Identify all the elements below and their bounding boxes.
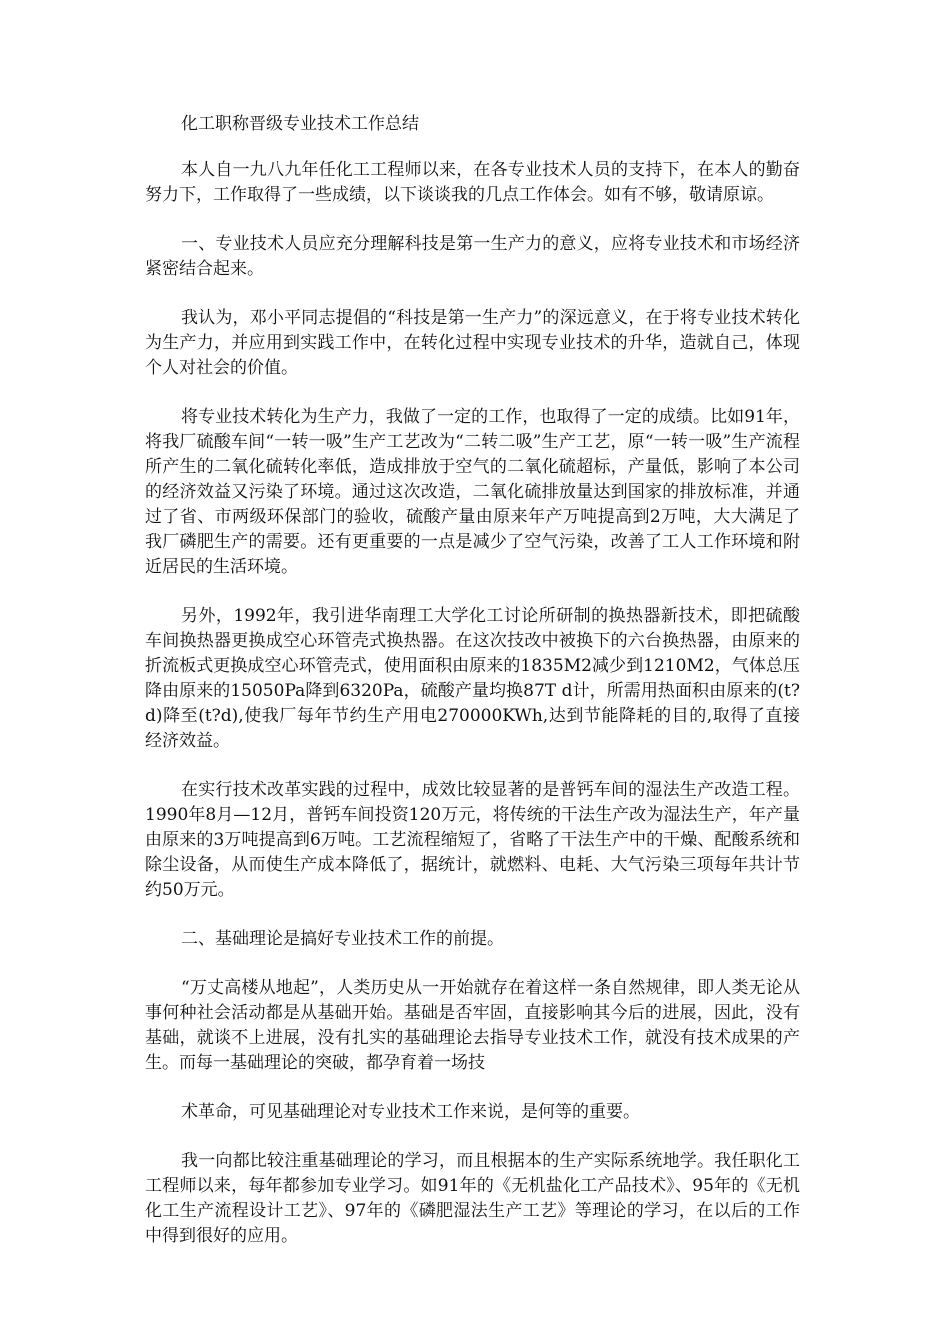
paragraph-wet-process: 在实行技术改革实践的过程中，成效比较显著的是普钙车间的湿法生产改造工程。1990年8月—12月，普钙车间投资120万元，将传统的干法生产改为湿法生产，年产量由原来的3万吨提高到6万吨。工艺流程缩短了，省略了干法生产中的干燥、配酸系统和除尘设备，从而使生产成本降低了，据统计，就燃料、电耗、大气污染三项每年共计节约50万元。 bbox=[145, 780, 800, 900]
document-body bbox=[145, 112, 800, 1273]
paragraph-intro: 本人自一九八九年任化工工程师以来，在各专业技术人员的支持下，在本人的勤奋努力下，工作取得了一些成绩，以下谈谈我的几点工作体会。如有不够，敬请原谅。 bbox=[145, 160, 800, 205]
document-title: 化工职称晋级专业技术工作总结 bbox=[181, 114, 419, 134]
paragraph-tech-value: 我认为，邓小平同志提倡的“科技是第一生产力”的深远意义，在于将专业技术转化为生产力，并应用到实践工作中，在转化过程中实现专业技术的升华，造就自己，体现个人对社会的价值。 bbox=[145, 308, 800, 378]
paragraph-foundation: “万丈高楼从地起”，人类历史从一开始就存在着这样一条自然规律，即人类无论从事何种社会活动都是从基础开始。基础是否牢固，直接影响其今后的进展，因此，没有基础，就谈不上进展，没有扎实的基础理论去指导专业技术工作，就没有技术成果的产生。而每一基础理论的突破，都孕育着一场技 bbox=[145, 978, 800, 1073]
paragraph-heat-exchanger: 另外，1992年，我引进华南理工大学化工讨论所研制的换热器新技术，即把硫酸车间换热器更换成空心环管壳式换热器。在这次技改中被换下的六台换热器，由原来的折流板式更换成空心环管壳式，使用面积由原来的1835M2减少到1210M2，气体总压降由原来的15050Pa降到6320Pa，硫酸产量均换87T d计，所需用热面积由原来的(t?d)降至(t?d),使我厂每年节约生产用电270000KWh,达到节能降耗的目的,取得了直接经济效益。 bbox=[145, 606, 800, 751]
paragraph-sulfuric-acid: 将专业技术转化为生产力，我做了一定的工作，也取得了一定的成绩。比如91年，将我厂硫酸车间“一转一吸”生产工艺改为“二转二吸”生产工艺，原“一转一吸”生产流程所产生的二氧化硫转化率低，造成排放于空气的二氧化硫超标，产量低，影响了本公司的经济效益又污染了环境。通过这次改造，二氧化硫排放量达到国家的排放标准，并通过了省、市两级环保部门的验收，硫酸产量由原来年产万吨提高到2万吨，大大满足了我厂磷肥生产的需要。还有更重要的一点是减少了空气污染，改善了工人工作环境和附近居民的生活环境。 bbox=[145, 407, 800, 577]
paragraph-study: 我一向都比较注重基础理论的学习，而且根据本的生产实际系统地学。我任职化工工程师以来，每年都参加专业学习。如91年的《无机盐化工产品技术》、95年的《无机化工生产流程设计工艺》、97年的《磷肥湿法生产工艺》等理论的学习，在以后的工作中得到很好的应用。 bbox=[145, 1151, 800, 1246]
paragraph-revolution: 术革命，可见基础理论对专业技术工作来说，是何等的重要。 bbox=[181, 1102, 640, 1122]
section-heading-2: 二、基础理论是搞好专业技术工作的前提。 bbox=[181, 929, 504, 949]
section-heading-1: 一、专业技术人员应充分理解科技是第一生产力的意义，应将专业技术和市场经济紧密结合起来。 bbox=[145, 234, 800, 279]
